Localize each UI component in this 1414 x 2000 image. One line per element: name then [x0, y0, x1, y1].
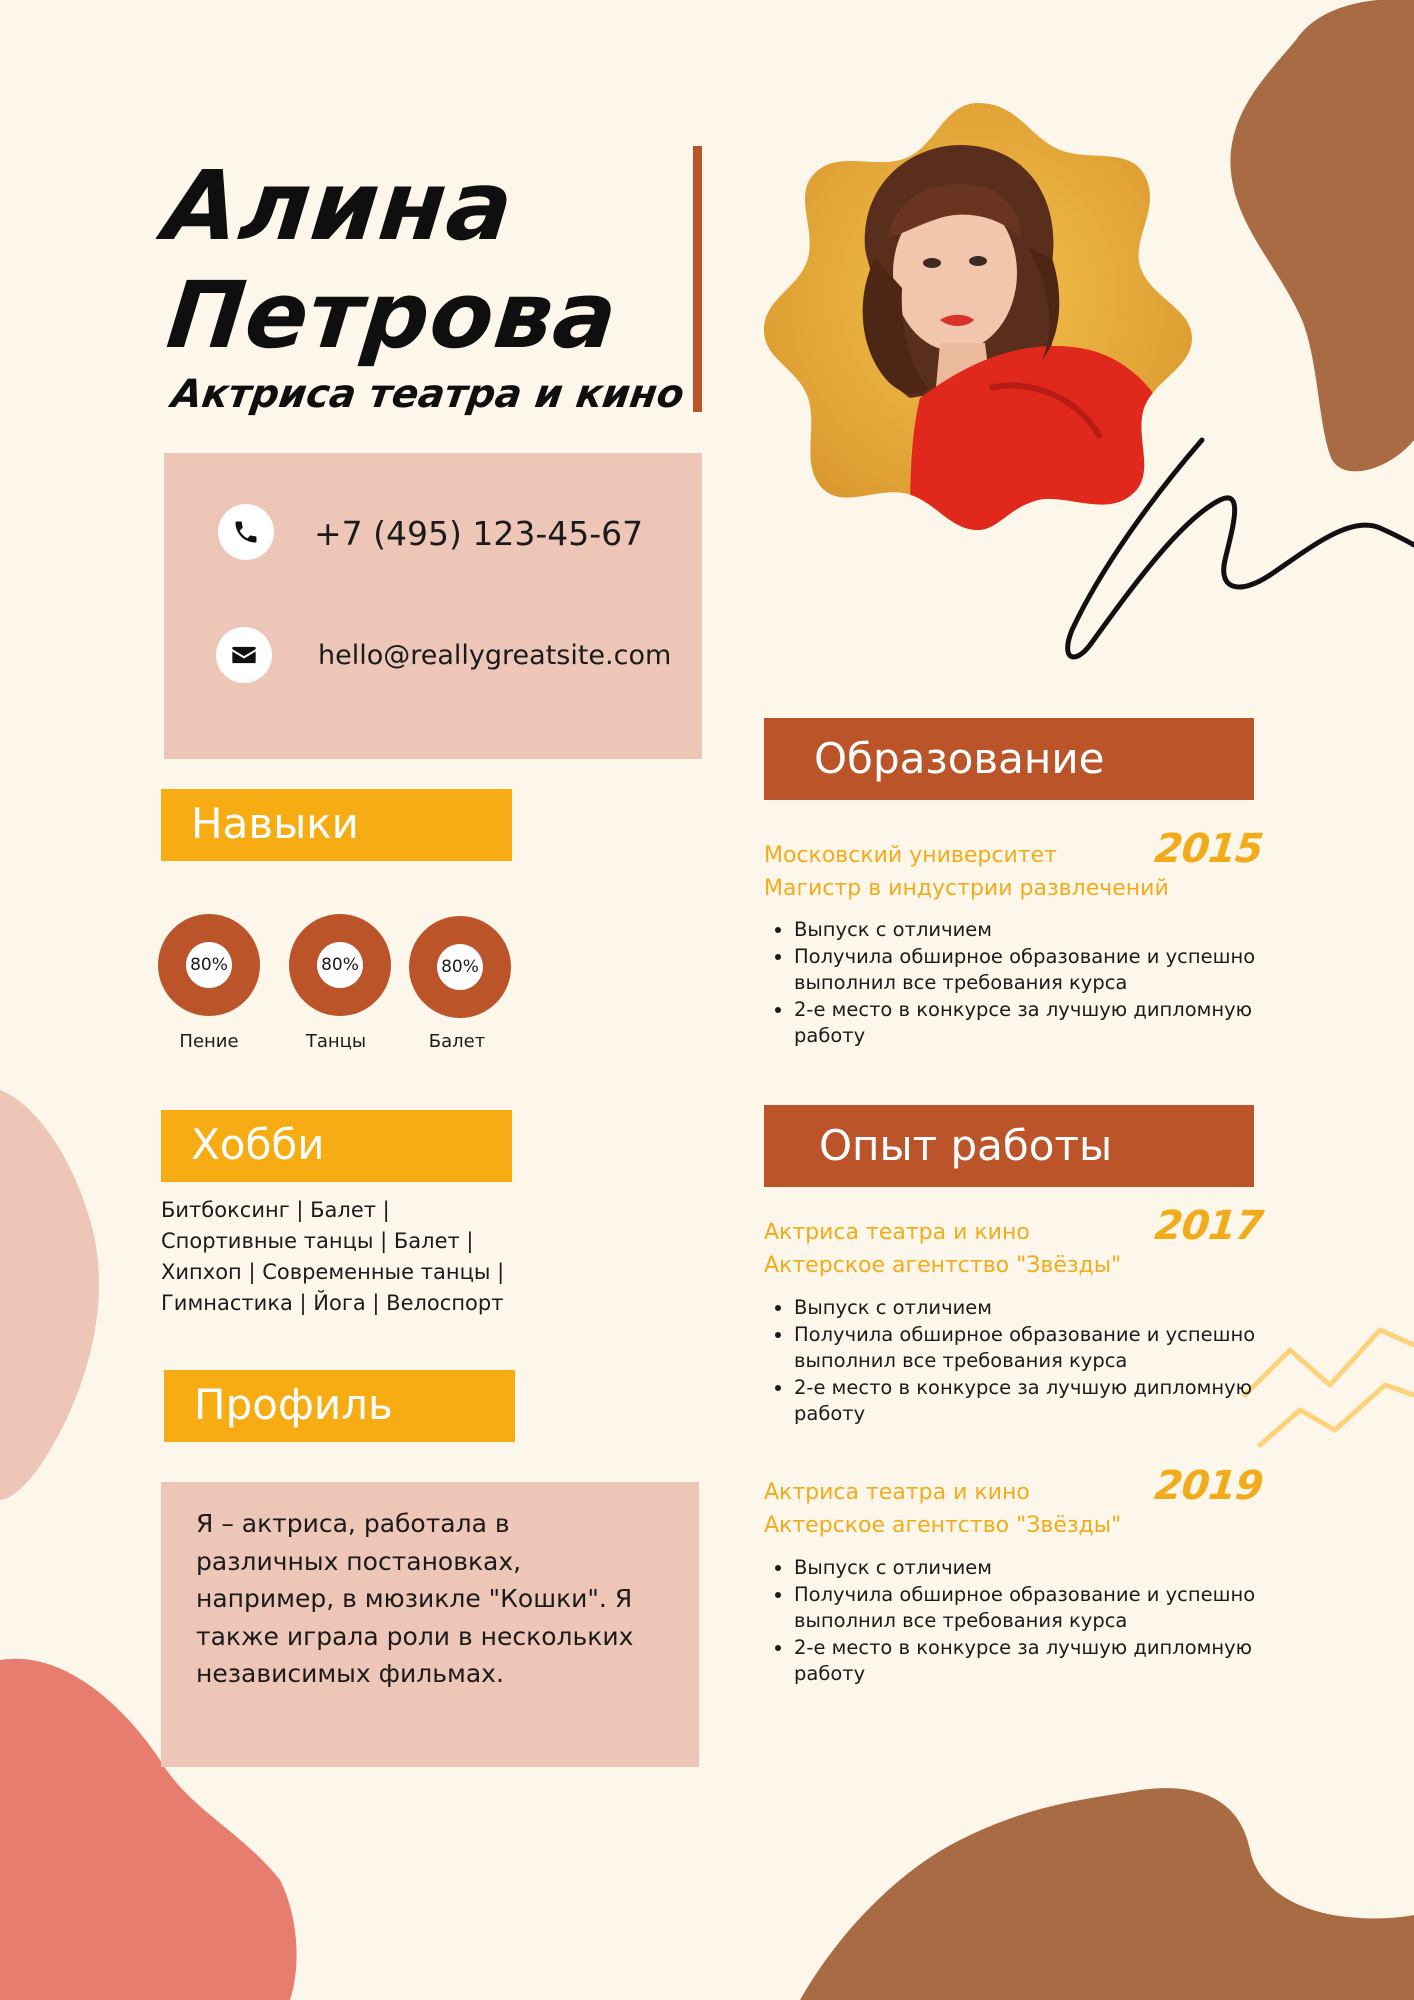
entry-company: Актерское агентство "Звёзды": [764, 1253, 1122, 1278]
list-item: • 2-е место в конкурсе за лучшую дипломную работу: [794, 1375, 1264, 1428]
list-item: • 2-е место в конкурсе за лучшую дипломную работу: [794, 997, 1264, 1050]
profile-heading: [164, 1370, 515, 1442]
blob-left-pink: [0, 1090, 99, 1500]
entry-company: Актерское агентство "Звёзды": [764, 1513, 1122, 1538]
education-heading: [764, 718, 1254, 800]
profile-photo: [760, 98, 1196, 534]
contact-panel: [164, 453, 702, 759]
name-last: Петрова: [162, 262, 623, 369]
entry-year: 2017: [1152, 1203, 1265, 1249]
phone-number[interactable]: +7 (495) 123-45-67: [314, 514, 644, 553]
blob-bottom-right: [800, 1788, 1414, 2000]
entry-bullets: [764, 1295, 1264, 1428]
skill-percent: 80%: [437, 944, 483, 990]
blob-top-right: [1230, 0, 1414, 471]
education-title: Образование: [814, 734, 1105, 783]
header-divider: [693, 146, 702, 412]
list-item: • Получила обширное образование и успешно выполнил все требования курса: [794, 1322, 1264, 1375]
job-title: Актриса театра и кино: [168, 372, 687, 417]
skills-title: Навыки: [191, 799, 359, 848]
skill-percent: 80%: [317, 942, 363, 988]
skill-donut: [289, 914, 391, 1016]
entry-year: 2015: [1152, 826, 1265, 872]
skill-label: Танцы: [305, 1031, 367, 1052]
list-item: • Выпуск с отличием: [794, 917, 1264, 944]
entry-position: Актриса театра и кино: [764, 1480, 1030, 1505]
zigzag-yellow: [1245, 1330, 1414, 1445]
list-item: • Получила обширное образование и успешно выполнил все требования курса: [794, 944, 1264, 997]
list-item: • Выпуск с отличием: [794, 1555, 1264, 1582]
phone-icon: [218, 504, 274, 560]
skill-label: Пение: [179, 1031, 239, 1052]
skills-heading: [161, 789, 512, 861]
skill-donut: [158, 914, 260, 1016]
email-address[interactable]: hello@reallygreatsite.com: [318, 640, 672, 671]
list-item: • Получила обширное образование и успешно выполнил все требования курса: [794, 1582, 1264, 1635]
profile-text: Я – актриса, работала в различных постановках, например, в мюзикле "Кошки". Я также играла роли в нескольких независимых фильмах.: [196, 1509, 634, 1688]
hobbies-text: Битбоксинг | Балет | Спортивные танцы | Балет | Хипхоп | Современные танцы | Гимнастика | Йога | Велоспорт: [161, 1198, 505, 1315]
entry-bullets: [764, 1555, 1264, 1688]
skill-donut: [409, 916, 511, 1018]
mail-icon: [216, 627, 272, 683]
hobbies-heading: [161, 1110, 512, 1182]
list-item: • Выпуск с отличием: [794, 1295, 1264, 1322]
experience-title: Опыт работы: [819, 1121, 1113, 1170]
name-first: Алина: [159, 150, 519, 262]
entry-institution: Московский университет: [764, 843, 1057, 868]
skill-percent: 80%: [186, 942, 232, 988]
skill-label: Балет: [428, 1031, 486, 1052]
experience-heading: [764, 1105, 1254, 1187]
entry-position: Актриса театра и кино: [764, 1220, 1030, 1245]
hobbies-title: Хобби: [191, 1120, 325, 1169]
list-item: • 2-е место в конкурсе за лучшую дипломную работу: [794, 1635, 1264, 1688]
entry-year: 2019: [1152, 1463, 1265, 1509]
profile-title: Профиль: [194, 1380, 393, 1429]
entry-bullets: [764, 917, 1264, 1050]
entry-degree: Магистр в индустрии развлечений: [764, 876, 1169, 901]
